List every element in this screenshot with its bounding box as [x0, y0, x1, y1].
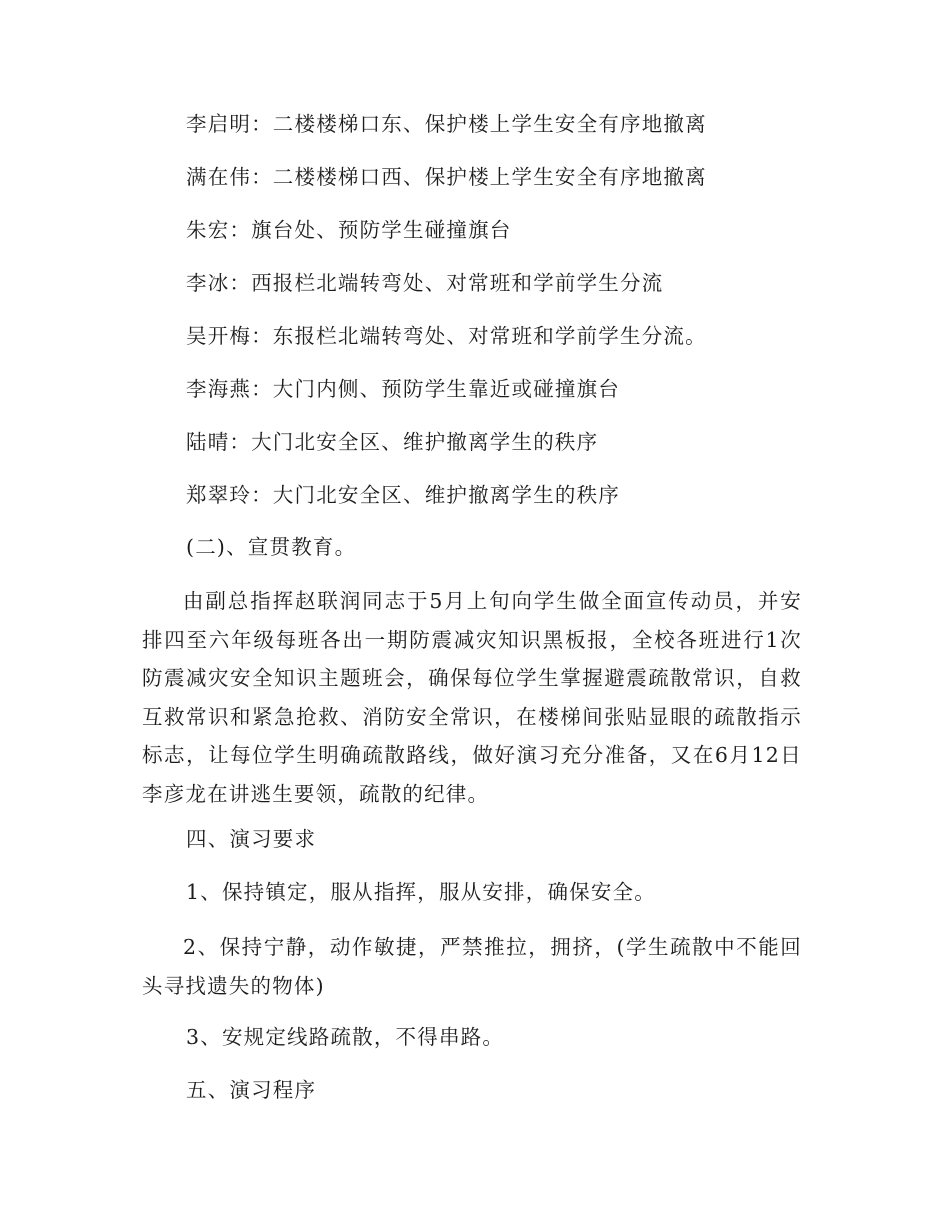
requirement-item: 3、安规定线路疏散，不得串路。: [186, 1025, 505, 1049]
section-heading: 四、演习要求: [186, 827, 317, 851]
requirement-item: 1、保持镇定，服从指挥，服从安排，确保安全。: [186, 880, 656, 904]
assignment-item: 吴开梅：东报栏北端转弯处、对常班和学前学生分流。: [186, 324, 707, 348]
assignment-item: 满在伟：二楼楼梯口西、保护楼上学生安全有序地撤离: [186, 165, 707, 189]
assignment-item: 陆晴：大门北安全区、维护撤离学生的秩序: [186, 430, 599, 454]
assignment-item: 李海燕：大门内侧、预防学生靠近或碰撞旗台: [186, 377, 620, 401]
section-heading: 五、演习程序: [186, 1078, 317, 1102]
requirement-item: 2、保持宁静，动作敏捷，严禁推拉，拥挤，(学生疏散中不能回头寻找遗失的物体): [142, 935, 802, 998]
section-heading: (二)、宣贯教育。: [186, 535, 357, 559]
assignment-item: 李启明：二楼楼梯口东、保护楼上学生安全有序地撤离: [186, 112, 707, 136]
assignment-item: 郑翠玲：大门北安全区、维护撤离学生的秩序: [186, 483, 620, 507]
paragraph: 由副总指挥赵联润同志于5月上旬向学生做全面宣传动员，并安排四至六年级每班各出一期防震减灾知识黑板报，全校各班进行1次防震减灾安全知识主题班会，确保每位学生掌握避震疏散常识，自救互救常识和紧急抢救、消防安全常识，在楼梯间张贴显眼的疏散指示标志，让每位学生明确疏散路线，做好演习充分准备，又在6月12日李彦龙在讲逃生要领，疏散的纪律。: [142, 589, 802, 806]
assignment-item: 李冰：西报栏北端转弯处、对常班和学前学生分流: [186, 271, 664, 295]
assignment-item: 朱宏：旗台处、预防学生碰撞旗台: [186, 218, 512, 242]
